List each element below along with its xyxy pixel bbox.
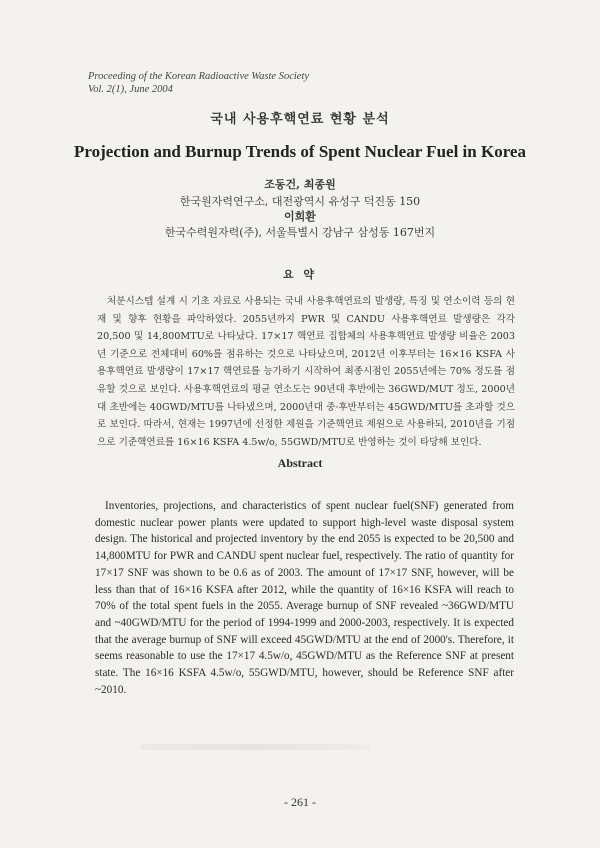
author-names-1: 조동건, 최종원 — [264, 178, 336, 191]
journal-volume: Vol. 2(1), June 2004 — [88, 84, 173, 95]
title-english: Projection and Burnup Trends of Spent Nuclear Fuel in Korea — [74, 142, 526, 161]
journal-name: Proceeding of the Korean Radioactive Waste Society — [88, 71, 310, 82]
english-abstract-text: Inventories, projections, and characteristics of spent nuclear fuel(SNF) generated from domestic nuclear power plants were updated to support high-level waste disposal system design. The historical and projected inventory by the end 2055 is expected to be 20,500 and 14,800MTU for PWR and CANDU spent nuclear fuel, respectively. The ratio of quantity for 17×17 SNF was shown to be 0.6 as of 2003. The amount of 17×17 SNF, however, will be less than that of 16×16 KSFA after 2012, while the quantity of 16×16 KSFA will reach to 70% of the total spent fuels in the 2055. Average burnup of SNF revealed ~36GWD/MTU and ~40GWD/MTU for the period of 1994-1999 and 2000-2003, respectively. It is expected that the average burnup of SNF will exceed 45GWD/MTU at the end of 2000's. Therefore, it seems reasonable to use the 17×17 4.5w/o, 45GWD/MTU as the Reference SNF at present state. The 16×16 KSFA 4.5w/o, 55GWD/MTU, however, should be Reference SNF after ~2010. — [95, 500, 514, 696]
author-affiliation-1: 한국원자력연구소, 대전광역시 유성구 덕진동 150 — [179, 195, 421, 208]
korean-abstract-heading: 요 약 — [282, 268, 318, 281]
journal-header — [88, 70, 309, 96]
author-affiliation-2: 한국수력원자력(주), 서울특별시 강남구 삼성동 167번지 — [164, 226, 436, 239]
english-abstract-heading: Abstract — [277, 456, 323, 470]
title-korean: 국내 사용후핵연료 현황 분석 — [210, 112, 390, 127]
show-through-smudge — [140, 744, 370, 750]
korean-abstract-text: 처분시스템 설계 시 기초 자료로 사용되는 국내 사용후핵연료의 발생량, 특징 및 연소이력 등의 현재 및 향후 현황을 파악하였다. 2055년까지 PWR 및 CANDU 사용후핵연료 발생량은 각각 20,500 및 14,800MTU로 나타났다. 17×17 핵연료 집합체의 사용후핵연료 발생량 비율은 2003년 기준으로 전체대비 60%를 점유하는 것으로 나타났으며, 2012년 이후부터는 16×16 KSFA 사용후핵연료 발생량이 17×17 핵연료를 능가하기 시작하여 최종시점인 2055년에는 70% 정도를 점유할 것으로 보인다. 사용후핵연료의 평균 연소도는 90년대 후반에는 36GWD/MUT 정도, 2000년대 초반에는 40GWD/MTU를 나타냈으며, 2000년대 중·후반부터는 45GWD/MTU를 초과할 것으로 보인다. 따라서, 현재는 1997년에 선정한 제원을 기준핵연료 제원으로 사용하되, 2010년을 기점으로 기준핵연료를 16×16 KSFA 4.5w/o, 55GWD/MTU로 반영하는 것이 타당해 보인다. — [97, 296, 515, 448]
korean-abstract — [97, 293, 515, 451]
page-number: - 261 - — [284, 795, 316, 809]
author-names-2: 이희환 — [284, 210, 316, 223]
english-abstract — [95, 498, 514, 698]
